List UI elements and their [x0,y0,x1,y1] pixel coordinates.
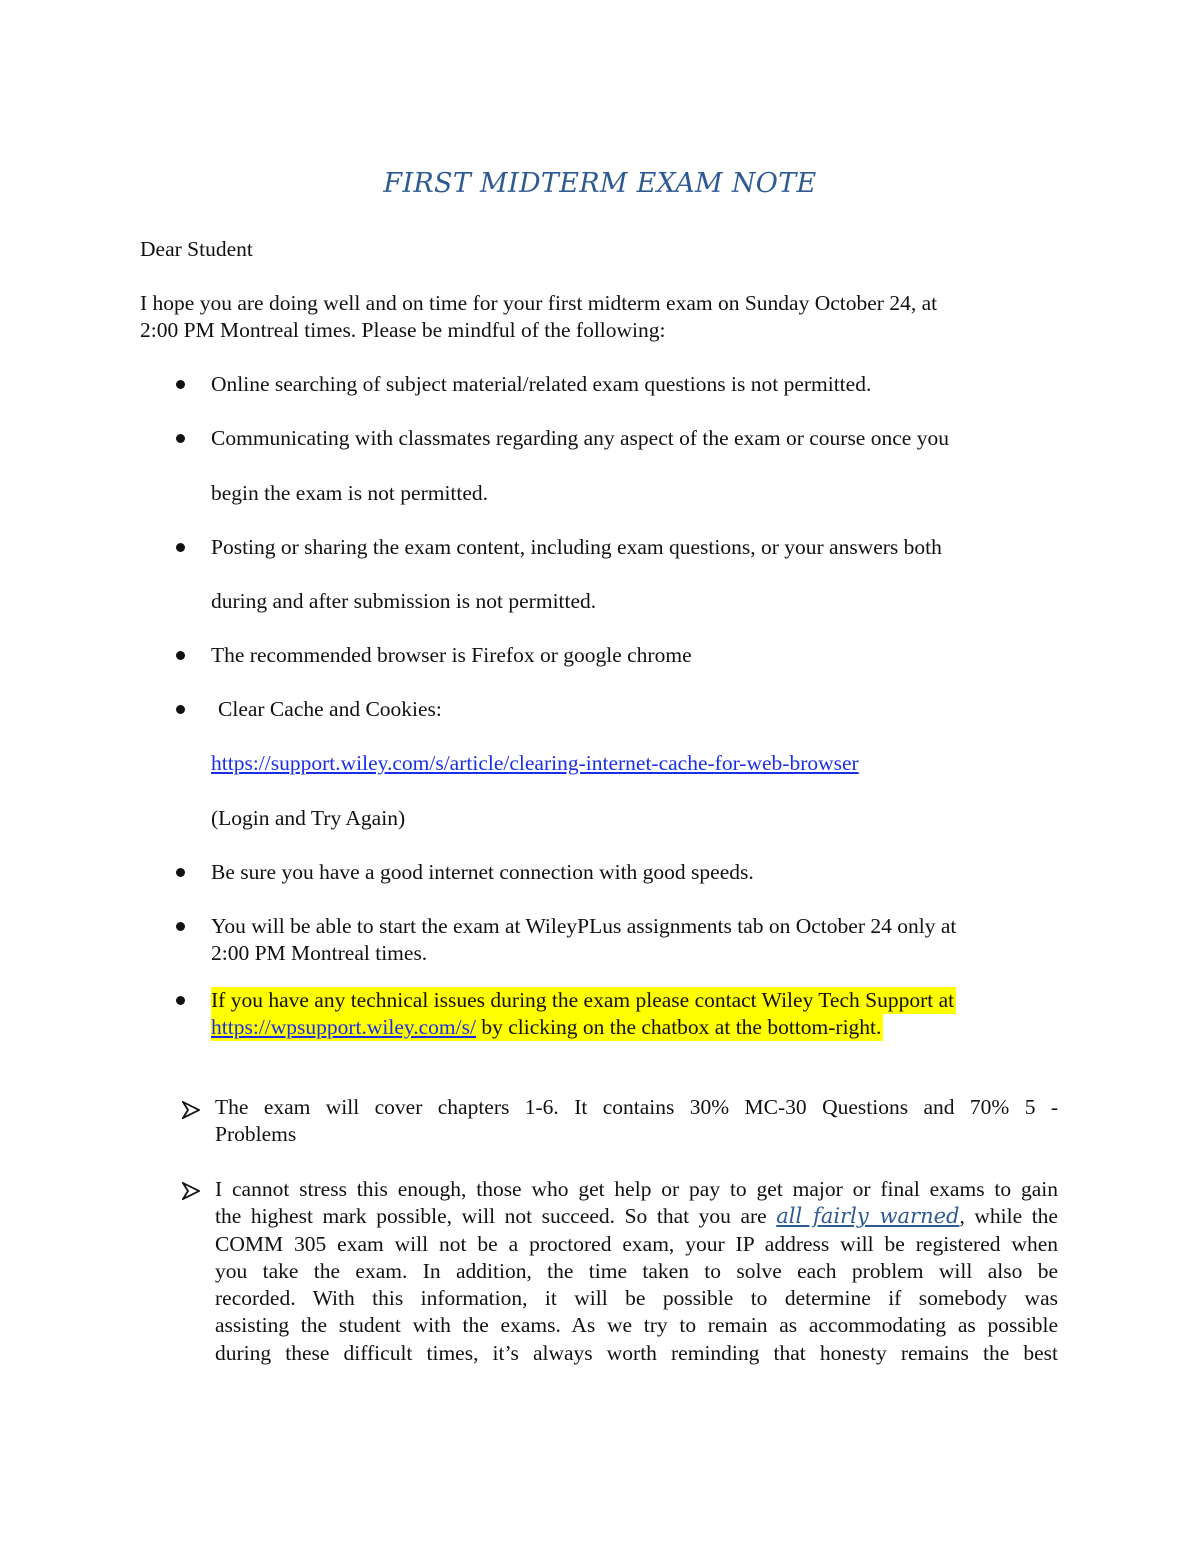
bullet-item-communicating-cont: begin the exam is not permitted. [211,481,489,505]
paragraph-line: The exam will cover chapters 1-6. It contains 30% MC-30 Questions and 70% 5 - [215,1095,1058,1119]
support-note-line [211,1014,883,1041]
warning-text: the highest mark possible, will not succeed. So that you are [215,1204,777,1229]
arrow-bullet-icon [182,1101,200,1119]
warning-text: , while the [959,1204,1058,1229]
bullet-icon [176,543,185,552]
intro-paragraph [140,290,937,344]
wiley-support-link[interactable]: https://wpsupport.wiley.com/s/ [211,1015,476,1039]
bullet-item-posting: Posting or sharing the exam content, including exam questions, or your answers both [211,535,942,559]
support-note-line: If you have any technical issues during the exam please contact Wiley Tech Support at [211,988,955,1012]
paragraph-line [215,1203,1058,1230]
login-note: (Login and Try Again) [211,806,406,830]
paragraph-line: assisting the student with the exams. As we try to remain as accommodating as possible [215,1313,1058,1338]
bullet-icon [176,705,185,714]
paragraph-line: you take the exam. In addition, the time taken to solve each problem will also be [215,1258,1058,1283]
document-title: FIRST MIDTERM EXAM NOTE [383,168,817,199]
paragraph-line: Problems [215,1122,297,1147]
arrow-bullet-icon [182,1182,200,1200]
bullet-item-communicating: Communicating with classmates regarding any aspect of the exam or course once you [211,426,949,450]
intro-line: 2:00 PM Montreal times. Please be mindful of the following: [140,318,666,342]
paragraph-line: I cannot stress this enough, those who get help or pay to get major or final exams to gain [215,1177,1058,1201]
bullet-item-clear-cache: Clear Cache and Cookies: [218,697,442,721]
fairly-warned-emphasis: all fairly warned [776,1204,960,1229]
greeting: Dear Student [140,237,253,261]
bullet-item-online-searching: Online searching of subject material/related exam questions is not permitted. [211,372,872,396]
bullet-icon [176,996,185,1005]
integrity-warning-paragraph [215,1176,1058,1367]
bullet-icon [176,651,185,660]
paragraph-line: COMM 305 exam will not be a proctored exam, your IP address will be registered when [215,1231,1058,1256]
bullet-item-browser: The recommended browser is Firefox or google chrome [211,643,692,667]
bullet-icon [176,922,185,931]
bullet-item-start-exam: You will be able to start the exam at WileyPLus assignments tab on October 24 only at [211,914,957,938]
bullet-item-internet: Be sure you have a good internet connection with good speeds. [211,860,754,884]
bullet-icon [176,434,185,443]
paragraph-line: during these difficult times, it’s always worth reminding that honesty remains the best [215,1340,1058,1365]
bullet-icon [176,868,185,877]
bullet-item-posting-cont: during and after submission is not permitted. [211,589,597,613]
bullet-item-start-exam-cont: 2:00 PM Montreal times. [211,941,428,965]
exam-coverage-paragraph [215,1094,1058,1149]
clear-cache-link[interactable]: https://support.wiley.com/s/article/clearing-internet-cache-for-web-browser [211,751,859,775]
bullet-icon [176,380,185,389]
support-note-rest: by clicking on the chatbox at the bottom-right. [475,1015,882,1039]
paragraph-line: recorded. With this information, it will be possible to determine if somebody was [215,1286,1058,1311]
intro-line: I hope you are doing well and on time for your first midterm exam on Sunday October 24, at [140,291,938,315]
